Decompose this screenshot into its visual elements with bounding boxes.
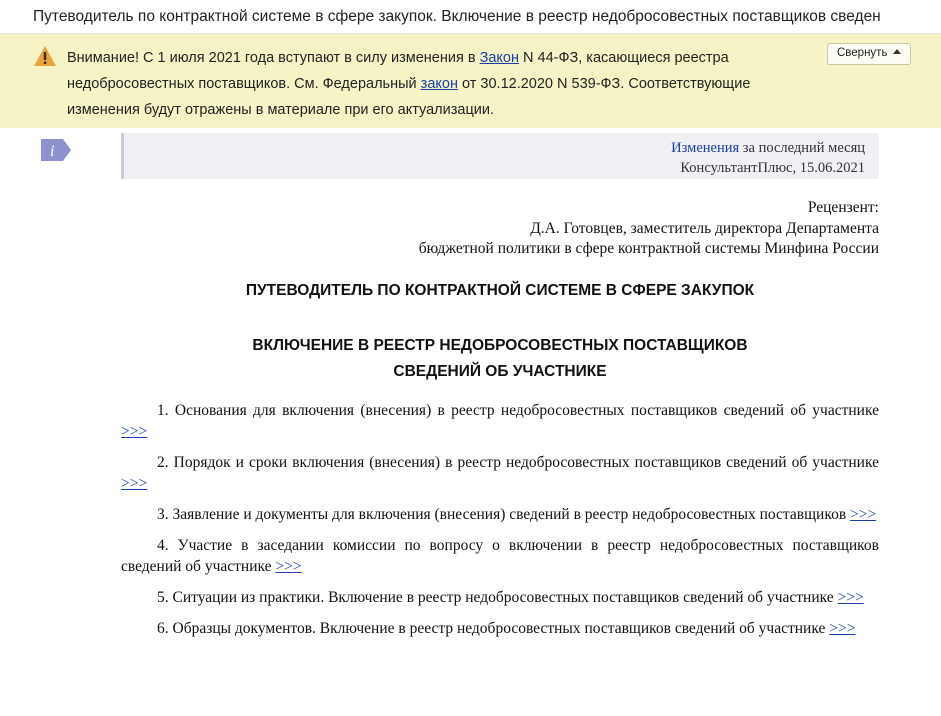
section-title: [121, 333, 879, 385]
toc-link[interactable]: >>>: [850, 506, 877, 523]
changes-link[interactable]: Изменения: [671, 140, 740, 156]
info-icon[interactable]: [39, 137, 73, 163]
toc-link[interactable]: >>>: [837, 589, 864, 606]
reviewer-label: Рецензент:: [807, 199, 879, 216]
document-title: Путеводитель по контрактной системе в сфере закупок. Включение в реестр недобросовестных поставщиков сведен: [33, 8, 881, 25]
warning-text-part: N 44-ФЗ, касающиеся реестра недобросовестных поставщиков. См. Федеральный: [67, 50, 729, 92]
changes-line: [124, 138, 865, 158]
reviewer-line: Д.А. Готовцев, заместитель директора Департамента: [530, 219, 879, 237]
toc-item: [121, 535, 879, 577]
table-of-contents: [121, 400, 879, 649]
toc-item: [121, 587, 879, 608]
toc-item: [121, 618, 879, 639]
section-title-line: ВКЛЮЧЕНИЕ В РЕЕСТР НЕДОБРОСОВЕСТНЫХ ПОСТАВЩИКОВ: [252, 337, 748, 354]
page-title: ПУТЕВОДИТЕЛЬ ПО КОНТРАКТНОЙ СИСТЕМЕ В СФЕРЕ ЗАКУПОК: [245, 282, 755, 299]
changes-suffix: за последний месяц: [739, 140, 865, 156]
section-title-line: СВЕДЕНИЙ ОБ УЧАСТНИКЕ: [393, 363, 607, 380]
reviewer-block: [300, 198, 879, 260]
warning-text: [67, 45, 817, 123]
toc-item: [121, 504, 879, 525]
chevron-up-icon: [893, 49, 901, 54]
federal-law-link[interactable]: закон: [420, 76, 458, 92]
toc-link[interactable]: >>>: [275, 558, 302, 575]
toc-link[interactable]: >>>: [829, 620, 856, 637]
toc-item: [121, 452, 879, 494]
collapse-button[interactable]: [827, 43, 911, 65]
warning-text-part: от 30.12.2020 N 539-ФЗ. Соответствующие изменения будут отражены в материале при его актуализации.: [67, 76, 751, 118]
toc-item: [121, 400, 879, 442]
toc-item-text: 1. Основания для включения (внесения) в реестр недобросовестных поставщиков сведений об участнике: [157, 402, 879, 419]
warning-triangle-icon: [33, 45, 57, 67]
toc-item-text: 3. Заявление и документы для включения (внесения) сведений в реестр недобросовестных поставщиков: [157, 506, 851, 523]
warning-text-part: Внимание! С 1 июля 2021 года вступают в силу изменения в: [67, 50, 480, 66]
document-title-bar: [0, 0, 941, 34]
svg-text:i: i: [50, 143, 55, 160]
changes-source: КонсультантПлюс, 15.06.2021: [680, 160, 865, 176]
toc-link[interactable]: >>>: [121, 423, 148, 440]
toc-item-text: 6. Образцы документов. Включение в реестр недобросовестных поставщиков сведений об участнике: [157, 620, 830, 637]
reviewer-line: бюджетной политики в сфере контрактной системы Минфина России: [418, 240, 879, 257]
law-link[interactable]: Закон: [479, 50, 519, 66]
toc-item-text: 5. Ситуации из практики. Включение в реестр недобросовестных поставщиков сведений об участнике: [157, 589, 838, 606]
collapse-button-label: Свернуть: [837, 47, 888, 59]
changes-box: [121, 133, 879, 179]
toc-item-text: 4. Участие в заседании комиссии по вопросу о включении в реестр недобросовестных поставщиков сведений об участнике: [121, 537, 879, 575]
toc-link[interactable]: >>>: [121, 475, 148, 492]
warning-banner: [0, 34, 941, 128]
toc-item-text: 2. Порядок и сроки включения (внесения) в реестр недобросовестных поставщиков сведений об участнике: [157, 454, 879, 471]
